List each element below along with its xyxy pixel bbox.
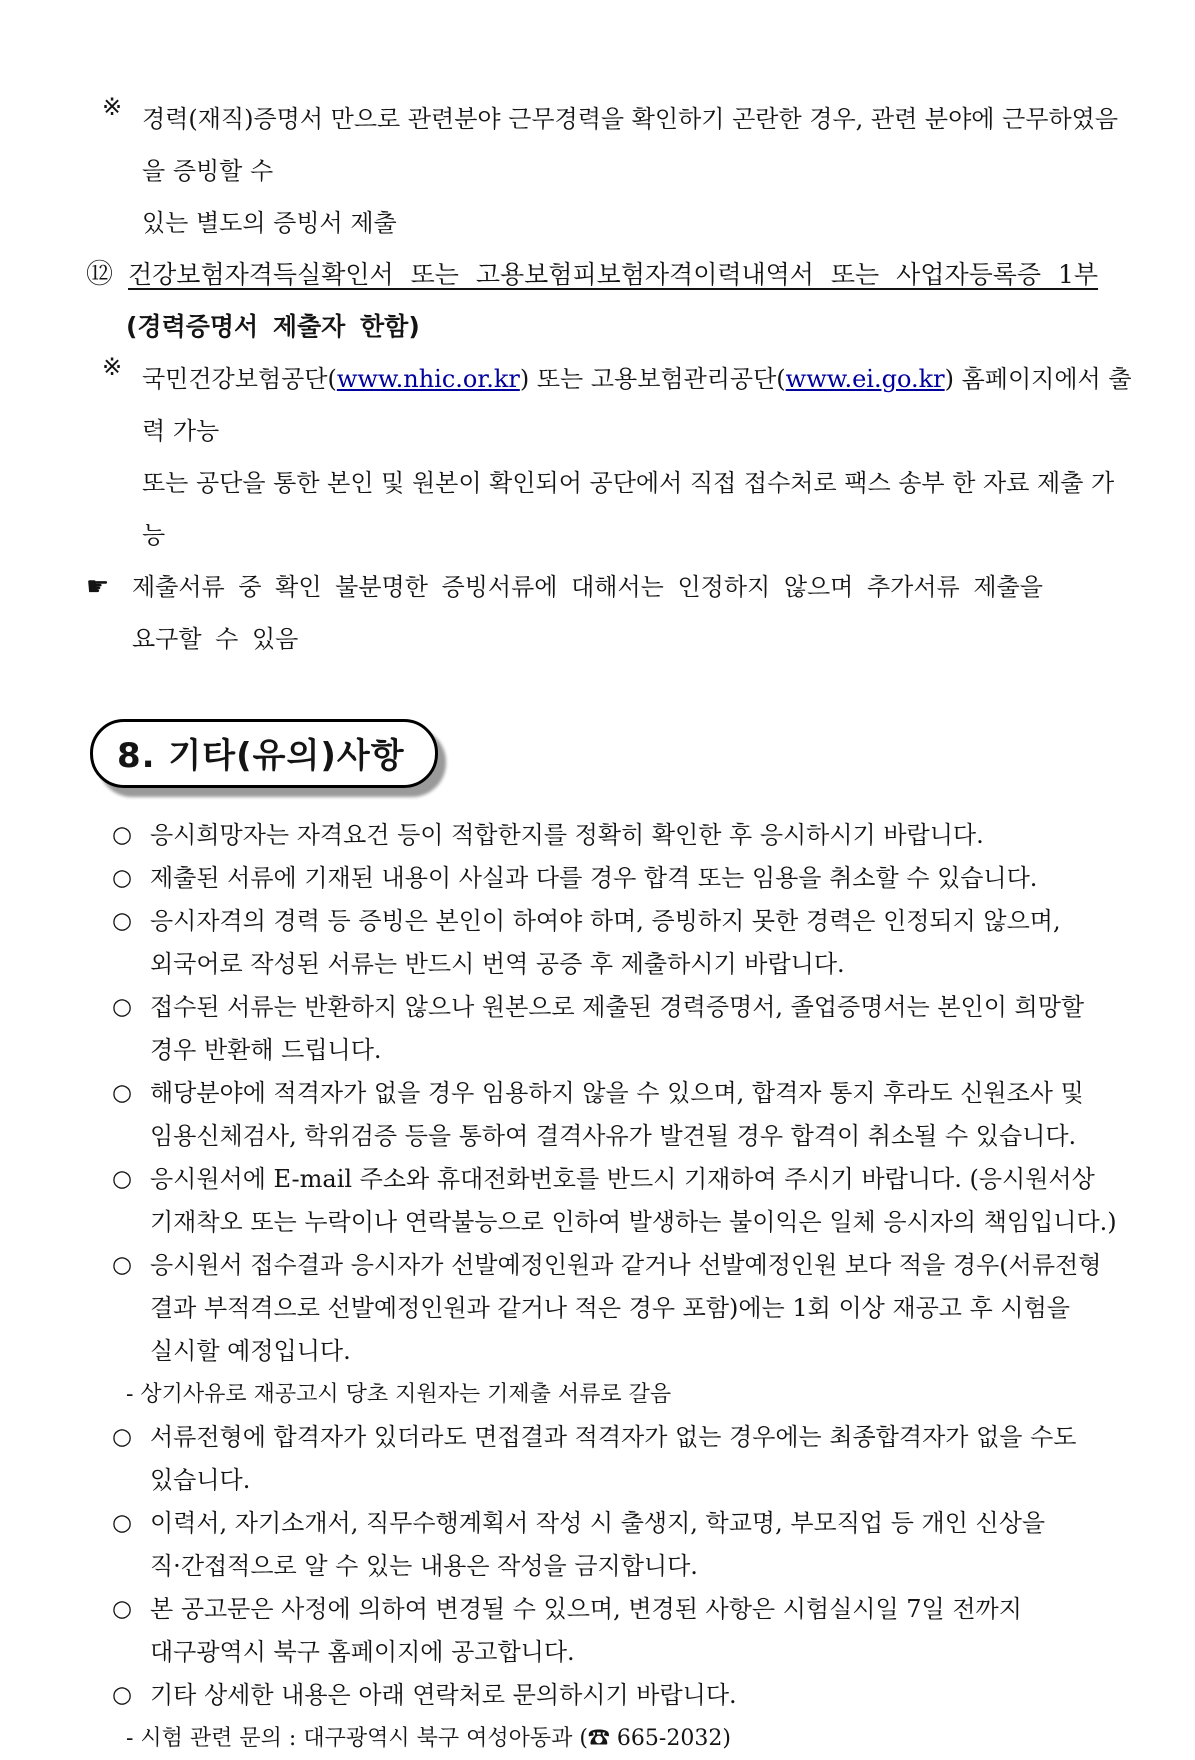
reference-mark-icon: ※	[102, 353, 123, 381]
bullet-circle-marker: ○	[112, 1166, 133, 1192]
bullet-circle-marker: ○	[112, 1596, 133, 1622]
notice-line: 경우 반환해 드립니다.	[150, 1036, 382, 1064]
notice-item-document-return	[112, 986, 1137, 1072]
notice-item-reannouncement	[112, 1244, 1137, 1373]
bullet-circle-marker: ○	[112, 865, 133, 891]
notice-line: 응시자격의 경력 등 증빙은 본인이 하여야 하며, 증빙하지 못한 경력은 인정되지 않으며,	[150, 907, 1061, 935]
bullet-circle-marker: ○	[112, 908, 133, 934]
notices-list	[112, 814, 1137, 1760]
submission-notes-block	[86, 93, 1137, 665]
bullet-circle-marker: ○	[112, 1252, 133, 1278]
note-print-line1	[142, 353, 1137, 457]
notice-line: 결과 부적격으로 선발예정인원과 같거나 적은 경우 포함)에는 1회 이상 재공고 후 시험을	[150, 1294, 1070, 1322]
note-unclear-docs	[86, 561, 1137, 665]
notice-item-further-inquiry	[112, 1674, 1137, 1717]
notice-line: 이력서, 자기소개서, 직무수행계획서 작성 시 출생지, 학교명, 부모직업 등 개인 신상을	[150, 1509, 1046, 1537]
notice-line: 서류전형에 합격자가 있더라도 면접결과 적격자가 없는 경우에는 최종합격자가 없을 수도	[150, 1423, 1077, 1451]
notice-line: 있습니다.	[150, 1466, 251, 1494]
notice-item-no-final-pass	[112, 1416, 1137, 1502]
notice-item-proof-burden	[112, 900, 1137, 986]
pointing-hand-icon: ☛	[86, 572, 110, 602]
bullet-circle-marker: ○	[112, 994, 133, 1020]
notice-line: 기재착오 또는 누락이나 연락불능으로 인하여 발생하는 불이익은 일체 응시자의 책임입니다.)	[150, 1208, 1117, 1236]
bullet-circle-marker: ○	[112, 822, 133, 848]
note-print-mid: ) 또는 고용보험관리공단(	[519, 365, 786, 393]
bullet-circle-marker: ○	[112, 1080, 133, 1106]
item-12-insurance-doc	[86, 249, 1137, 301]
notice-line: 접수된 서류는 반환하지 않으나 원본으로 제출된 경력증명서, 졸업증명서는 본인이 희망할	[150, 993, 1085, 1021]
notice-line: 임용신체검사, 학위검증 등을 통하여 결격사유가 발견될 경우 합격이 취소될 수 있습니다.	[150, 1122, 1077, 1150]
section-8-header-badge: 8. 기타(유의)사항	[90, 719, 438, 788]
bullet-circle-marker: ○	[112, 1510, 133, 1536]
notice-line: 응시희망자는 자격요건 등이 적합한지를 정확히 확인한 후 응시하시기 바랍니다.	[150, 821, 984, 849]
notice-item-contact-info	[112, 1158, 1137, 1244]
section-header-wrap	[90, 719, 1137, 788]
notice-item-no-qualified	[112, 1072, 1137, 1158]
note-unclear-line2: 요구할 수 있음	[132, 625, 299, 653]
notice-subitem-reannounce: - 상기사유로 재공고시 당초 지원자는 기제출 서류로 갈음	[126, 1382, 672, 1407]
notice-line: 본 공고문은 사정에 의하여 변경될 수 있으며, 변경된 사항은 시험실시일 7일 전까지	[150, 1595, 1022, 1623]
notice-line: 대구광역시 북구 홈페이지에 공고합니다.	[150, 1638, 575, 1666]
note-career-line1: 경력(재직)증명서 만으로 관련분야 근무경력을 확인하기 곤란한 경우, 관련 분야에 근무하였음을 증빙할 수	[142, 105, 1119, 185]
notice-subitem-contact: - 시험 관련 문의 : 대구광역시 북구 여성아동과 (☎ 665-2032)	[126, 1726, 731, 1751]
circled-12-marker: ⑫	[86, 259, 113, 290]
note-print-suffix: ) 홈페이지에서 출력 가능	[142, 365, 1132, 445]
notice-item-personal-info-ban	[112, 1502, 1137, 1588]
reference-mark-icon: ※	[102, 93, 123, 121]
notice-line: 실시할 예정입니다.	[150, 1337, 351, 1365]
notice-line: 외국어로 작성된 서류는 반드시 번역 공증 후 제출하시기 바랍니다.	[150, 950, 845, 978]
notice-line: 제출된 서류에 기재된 내용이 사실과 다를 경우 합격 또는 임용을 취소할 수 있습니다.	[150, 864, 1038, 892]
note-career-proof	[102, 93, 1137, 249]
notice-line: 응시원서에 E-mail 주소와 휴대전화번호를 반드시 기재하여 주시기 바랍니다. (응시원서상	[150, 1165, 1095, 1193]
notice-line: 응시원서 접수결과 응시자가 선발예정인원과 같거나 선발예정인원 보다 적을 경우(서류전형	[150, 1251, 1102, 1279]
note-career-line2: 있는 별도의 증빙서 제출	[142, 209, 397, 237]
bullet-circle-marker: ○	[112, 1424, 133, 1450]
notice-line: 기타 상세한 내용은 아래 연락처로 문의하시기 바랍니다.	[150, 1681, 737, 1709]
item-12-title: 건강보험자격득실확인서 또는 고용보험피보험자격이력내역서 또는 사업자등록증 1부	[128, 260, 1099, 289]
bullet-circle-marker: ○	[112, 1682, 133, 1708]
note-print-source	[102, 353, 1137, 561]
nhic-url-link[interactable]: www.nhic.or.kr	[336, 365, 520, 393]
note-print-prefix: 국민건강보험공단(	[142, 365, 337, 393]
notice-item-eligibility-check	[112, 814, 1137, 857]
notice-line: 해당분야에 적격자가 없을 경우 임용하지 않을 수 있으며, 합격자 통지 후라도 신원조사 및	[150, 1079, 1084, 1107]
note-print-line2: 또는 공단을 통한 본인 및 원본이 확인되어 공단에서 직접 접수처로 팩스 송부 한 자료 제출 가능	[142, 469, 1115, 549]
notice-item-false-info	[112, 857, 1137, 900]
notice-item-announcement-change	[112, 1588, 1137, 1674]
notice-line: 직·간접적으로 알 수 있는 내용은 작성을 금지합니다.	[150, 1552, 698, 1580]
item-12-subtitle: (경력증명서 제출자 한함)	[126, 312, 420, 341]
note-unclear-line1: 제출서류 중 확인 불분명한 증빙서류에 대해서는 인정하지 않으며 추가서류 제출을	[132, 573, 1043, 601]
ei-url-link[interactable]: www.ei.go.kr	[785, 365, 945, 393]
